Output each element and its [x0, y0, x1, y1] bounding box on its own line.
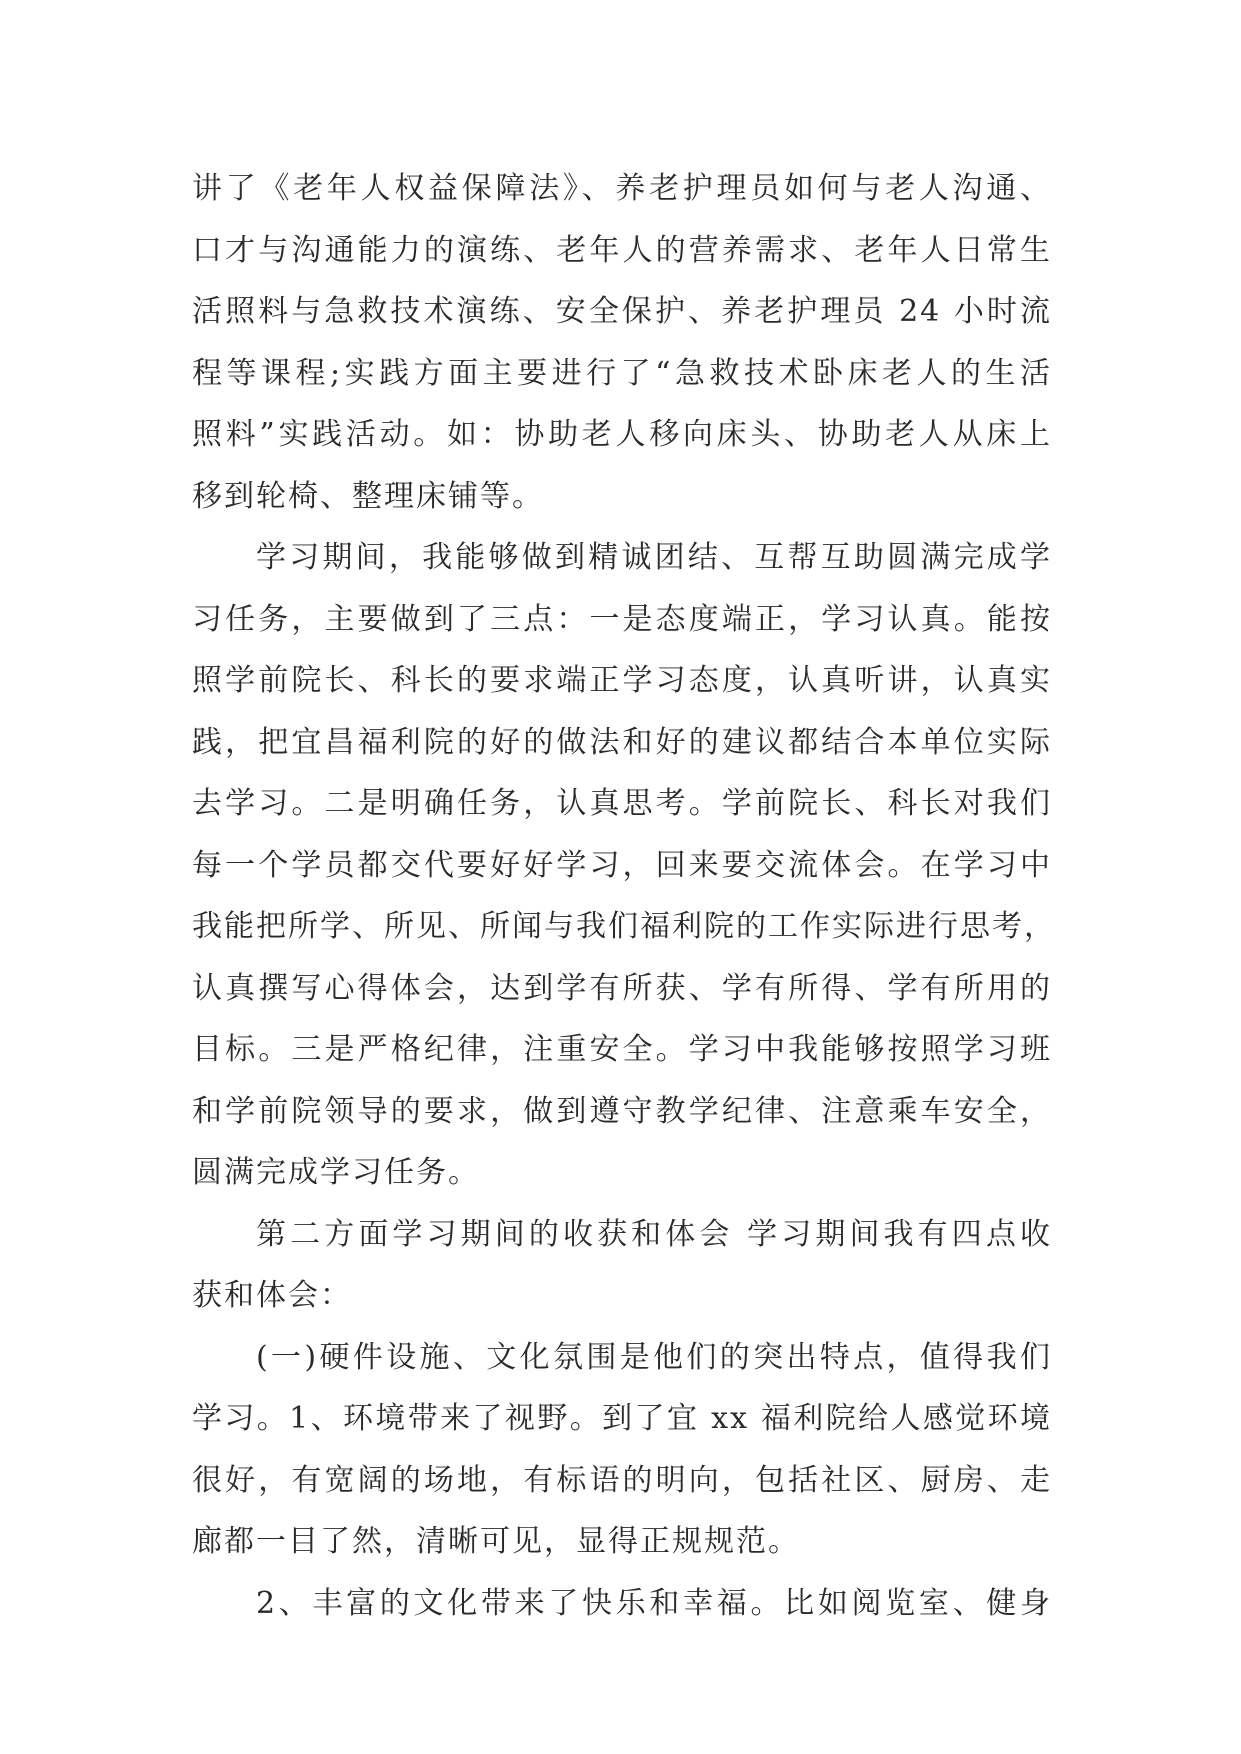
text-line: 照学前院长、科长的要求端正学习态度，认真听讲，认真实 [192, 663, 1052, 698]
text-line: 每一个学员都交代要好好学习，回来要交流体会。在学习中 [192, 847, 1052, 883]
text-line: 廊都一目了然，清晰可见，显得正规规范。 [192, 1524, 800, 1559]
text-line: 讲了《老年人权益保障法》、养老护理员如何与老人沟通、 [192, 171, 1052, 206]
text-line: 学习。1、环境带来了视野。到了宜 xx 福利院给人感觉环境 [192, 1401, 1052, 1436]
text-line: 口才与沟通能力的演练、老年人的营养需求、老年人日常生 [192, 232, 1052, 268]
paragraph-first-line: 学习期间，我能够做到精诚团结、互帮互助圆满完成学 [256, 540, 1052, 575]
text-line: 圆满完成学习任务。 [192, 1155, 480, 1190]
paragraph-first-line: (一)硬件设施、文化氛围是他们的突出特点，值得我们 [256, 1339, 1052, 1375]
text-line: 活照料与急救技术演练、安全保护、养老护理员 24 小时流 [192, 294, 1052, 329]
text-line: 我能把所学、所见、所闻与我们福利院的工作实际进行思考， [192, 909, 1056, 944]
document-body [192, 158, 1056, 1634]
text-line: 去学习。二是明确任务，认真思考。学前院长、科长对我们 [192, 786, 1052, 821]
text-line: 和学前院领导的要求，做到遵守教学纪律、注意乘车安全， [192, 1093, 1052, 1129]
text-line: 习任务，主要做到了三点：一是态度端正，学习认真。能按 [192, 601, 1052, 637]
text-line: 认真撰写心得体会，达到学有所获、学有所得、学有所用的 [192, 970, 1052, 1006]
section-heading-line: 第二方面学习期间的收获和体会 学习期间我有四点收 [256, 1216, 1052, 1252]
text-line: 获和体会： [192, 1278, 352, 1313]
text-line: 目标。三是严格纪律，注重安全。学习中我能够按照学习班 [192, 1032, 1052, 1067]
text-line: 照料”实践活动。如：协助老人移向床头、协助老人从床上 [192, 417, 1052, 452]
paragraph-first-line: 2、丰富的文化带来了快乐和幸福。比如阅览室、健身 [256, 1585, 1052, 1621]
text-line: 践，把宜昌福利院的好的做法和好的建议都结合本单位实际 [192, 724, 1052, 760]
text-line: 程等课程;实践方面主要进行了“急救技术卧床老人的生活 [192, 355, 1052, 391]
text-line: 移到轮椅、整理床铺等。 [192, 478, 544, 514]
text-line: 很好，有宽阔的场地，有标语的明向，包括社区、厨房、走 [192, 1462, 1052, 1498]
